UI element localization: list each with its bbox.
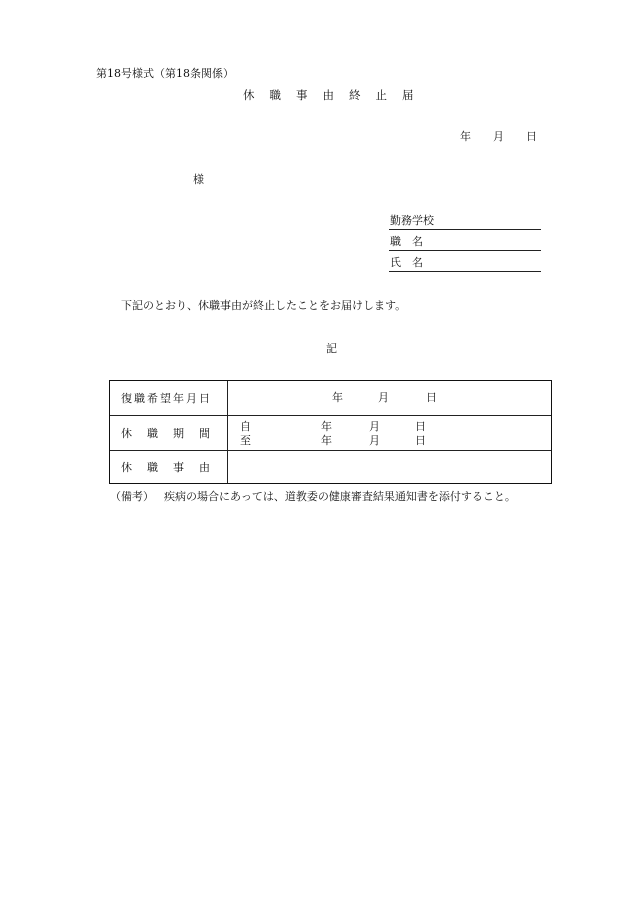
leave-period-label: 休職期間: [121, 426, 225, 440]
date-day-label: 日: [526, 130, 537, 143]
return-month-label: 月: [378, 391, 389, 404]
document-title: 休職事由終止届: [243, 88, 429, 102]
return-year-label: 年: [332, 391, 343, 404]
remarks-note: [110, 491, 516, 502]
body-text: 下記のとおり、休職事由が終止したことをお届けします。: [121, 299, 407, 312]
return-day-label: 日: [426, 391, 437, 404]
table-row-leave-period: [110, 415, 551, 451]
sender-name-line: [389, 256, 541, 272]
table-row-leave-reason: [110, 450, 551, 483]
form-table: [109, 380, 552, 484]
table-row-return-date: [110, 381, 551, 416]
sender-school-label: 勤務学校: [390, 214, 434, 227]
sender-position-line: [389, 235, 541, 251]
remarks-text: 疾病の場合にあっては、道教委の健康審査結果通知書を添付すること。: [164, 490, 516, 503]
date-month-label: 月: [493, 130, 504, 143]
period-from-prefix: 自: [240, 420, 251, 433]
period-to-year-label: 年: [321, 434, 332, 447]
period-to-month-label: 月: [369, 434, 380, 447]
ki-heading: 記: [326, 342, 337, 355]
table-label-cell: [110, 415, 228, 450]
sender-position-label: 職名: [390, 235, 434, 248]
addressee-suffix: 様: [193, 173, 204, 186]
remarks-label: （備考）: [110, 490, 154, 503]
return-date-label: 復職希望年月日: [121, 392, 212, 405]
sender-school-line: [389, 214, 541, 230]
period-from-month-label: 月: [369, 420, 380, 433]
table-label-cell: [110, 381, 228, 415]
table-label-cell: [110, 450, 228, 483]
period-from-year-label: 年: [321, 420, 332, 433]
submission-date: [460, 131, 537, 142]
period-from-day-label: 日: [415, 420, 426, 433]
period-to-prefix: 至: [240, 434, 251, 447]
period-to-day-label: 日: [415, 434, 426, 447]
sender-name-label: 氏名: [390, 256, 434, 269]
form-number: 第18号様式（第18条関係）: [96, 67, 234, 80]
date-year-label: 年: [460, 130, 471, 143]
leave-reason-label: 休職事由: [121, 460, 225, 474]
